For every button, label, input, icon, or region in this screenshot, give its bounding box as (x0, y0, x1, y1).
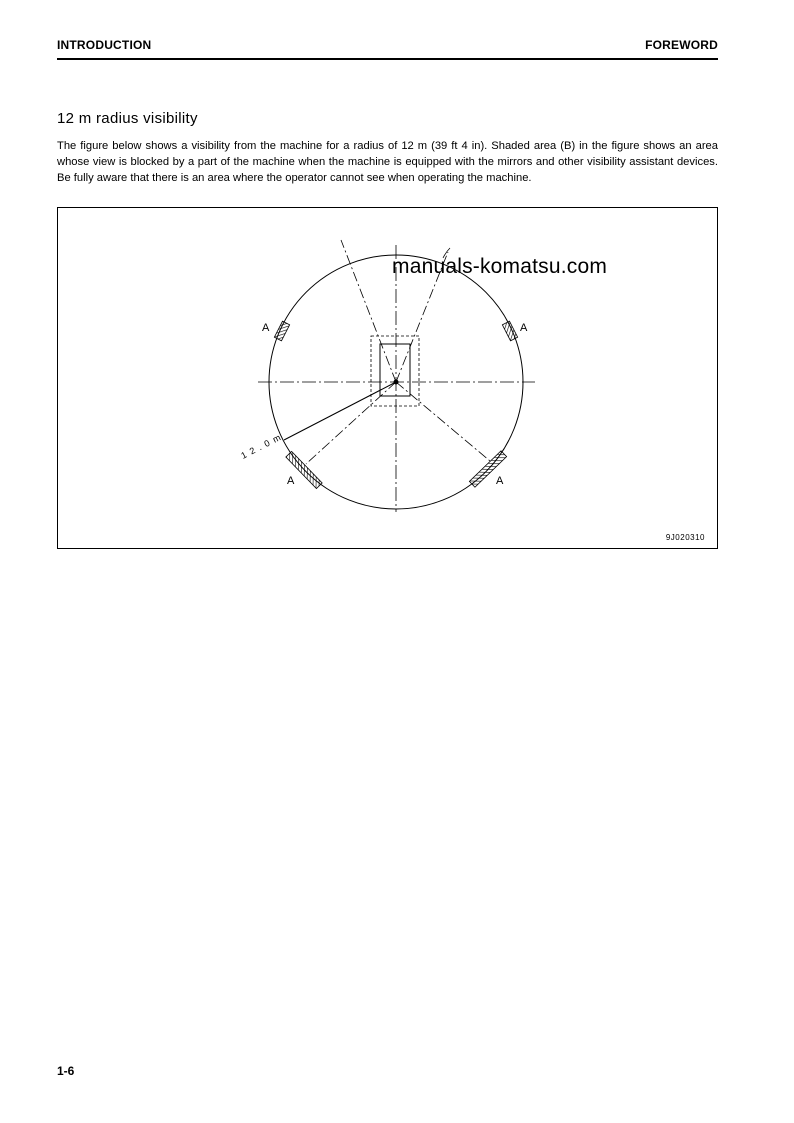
header-chapter: INTRODUCTION (57, 38, 152, 52)
sight-line-left (341, 240, 396, 382)
marker-label-a: A (496, 475, 504, 487)
sight-line-lower-right (396, 382, 490, 461)
blind-spot-upper-right (502, 321, 517, 341)
marker-label-a: A (287, 475, 295, 487)
sight-line-lower-left (306, 382, 396, 464)
marker-label-a: A (520, 322, 528, 334)
figure-code: 9J020310 (665, 533, 705, 542)
section-title: 12 m radius visibility (57, 110, 198, 127)
page-number: 1-6 (57, 1064, 75, 1078)
header-section: FOREWORD (645, 38, 718, 52)
radius-label: 1 2 . 0 m (239, 431, 284, 461)
page-header (57, 38, 718, 60)
visibility-diagram (58, 208, 717, 548)
visibility-figure (57, 207, 718, 549)
section-body-text: The figure below shows a visibility from the machine for a radius of 12 m (39 ft 4 in). Shaded area (B) in the figure shows an area whose view is blocked by a part of the machine when the machine is equipped with the mirrors and other visibility assistant devices. Be fully aware that there is an area where the operator cannot see when operating the machine. (57, 140, 718, 184)
watermark-text: manuals-komatsu.com (392, 255, 608, 278)
radius-line (284, 382, 396, 440)
blind-spot-upper-left (274, 321, 289, 341)
marker-label-a: A (262, 322, 270, 334)
center-point (394, 380, 399, 385)
